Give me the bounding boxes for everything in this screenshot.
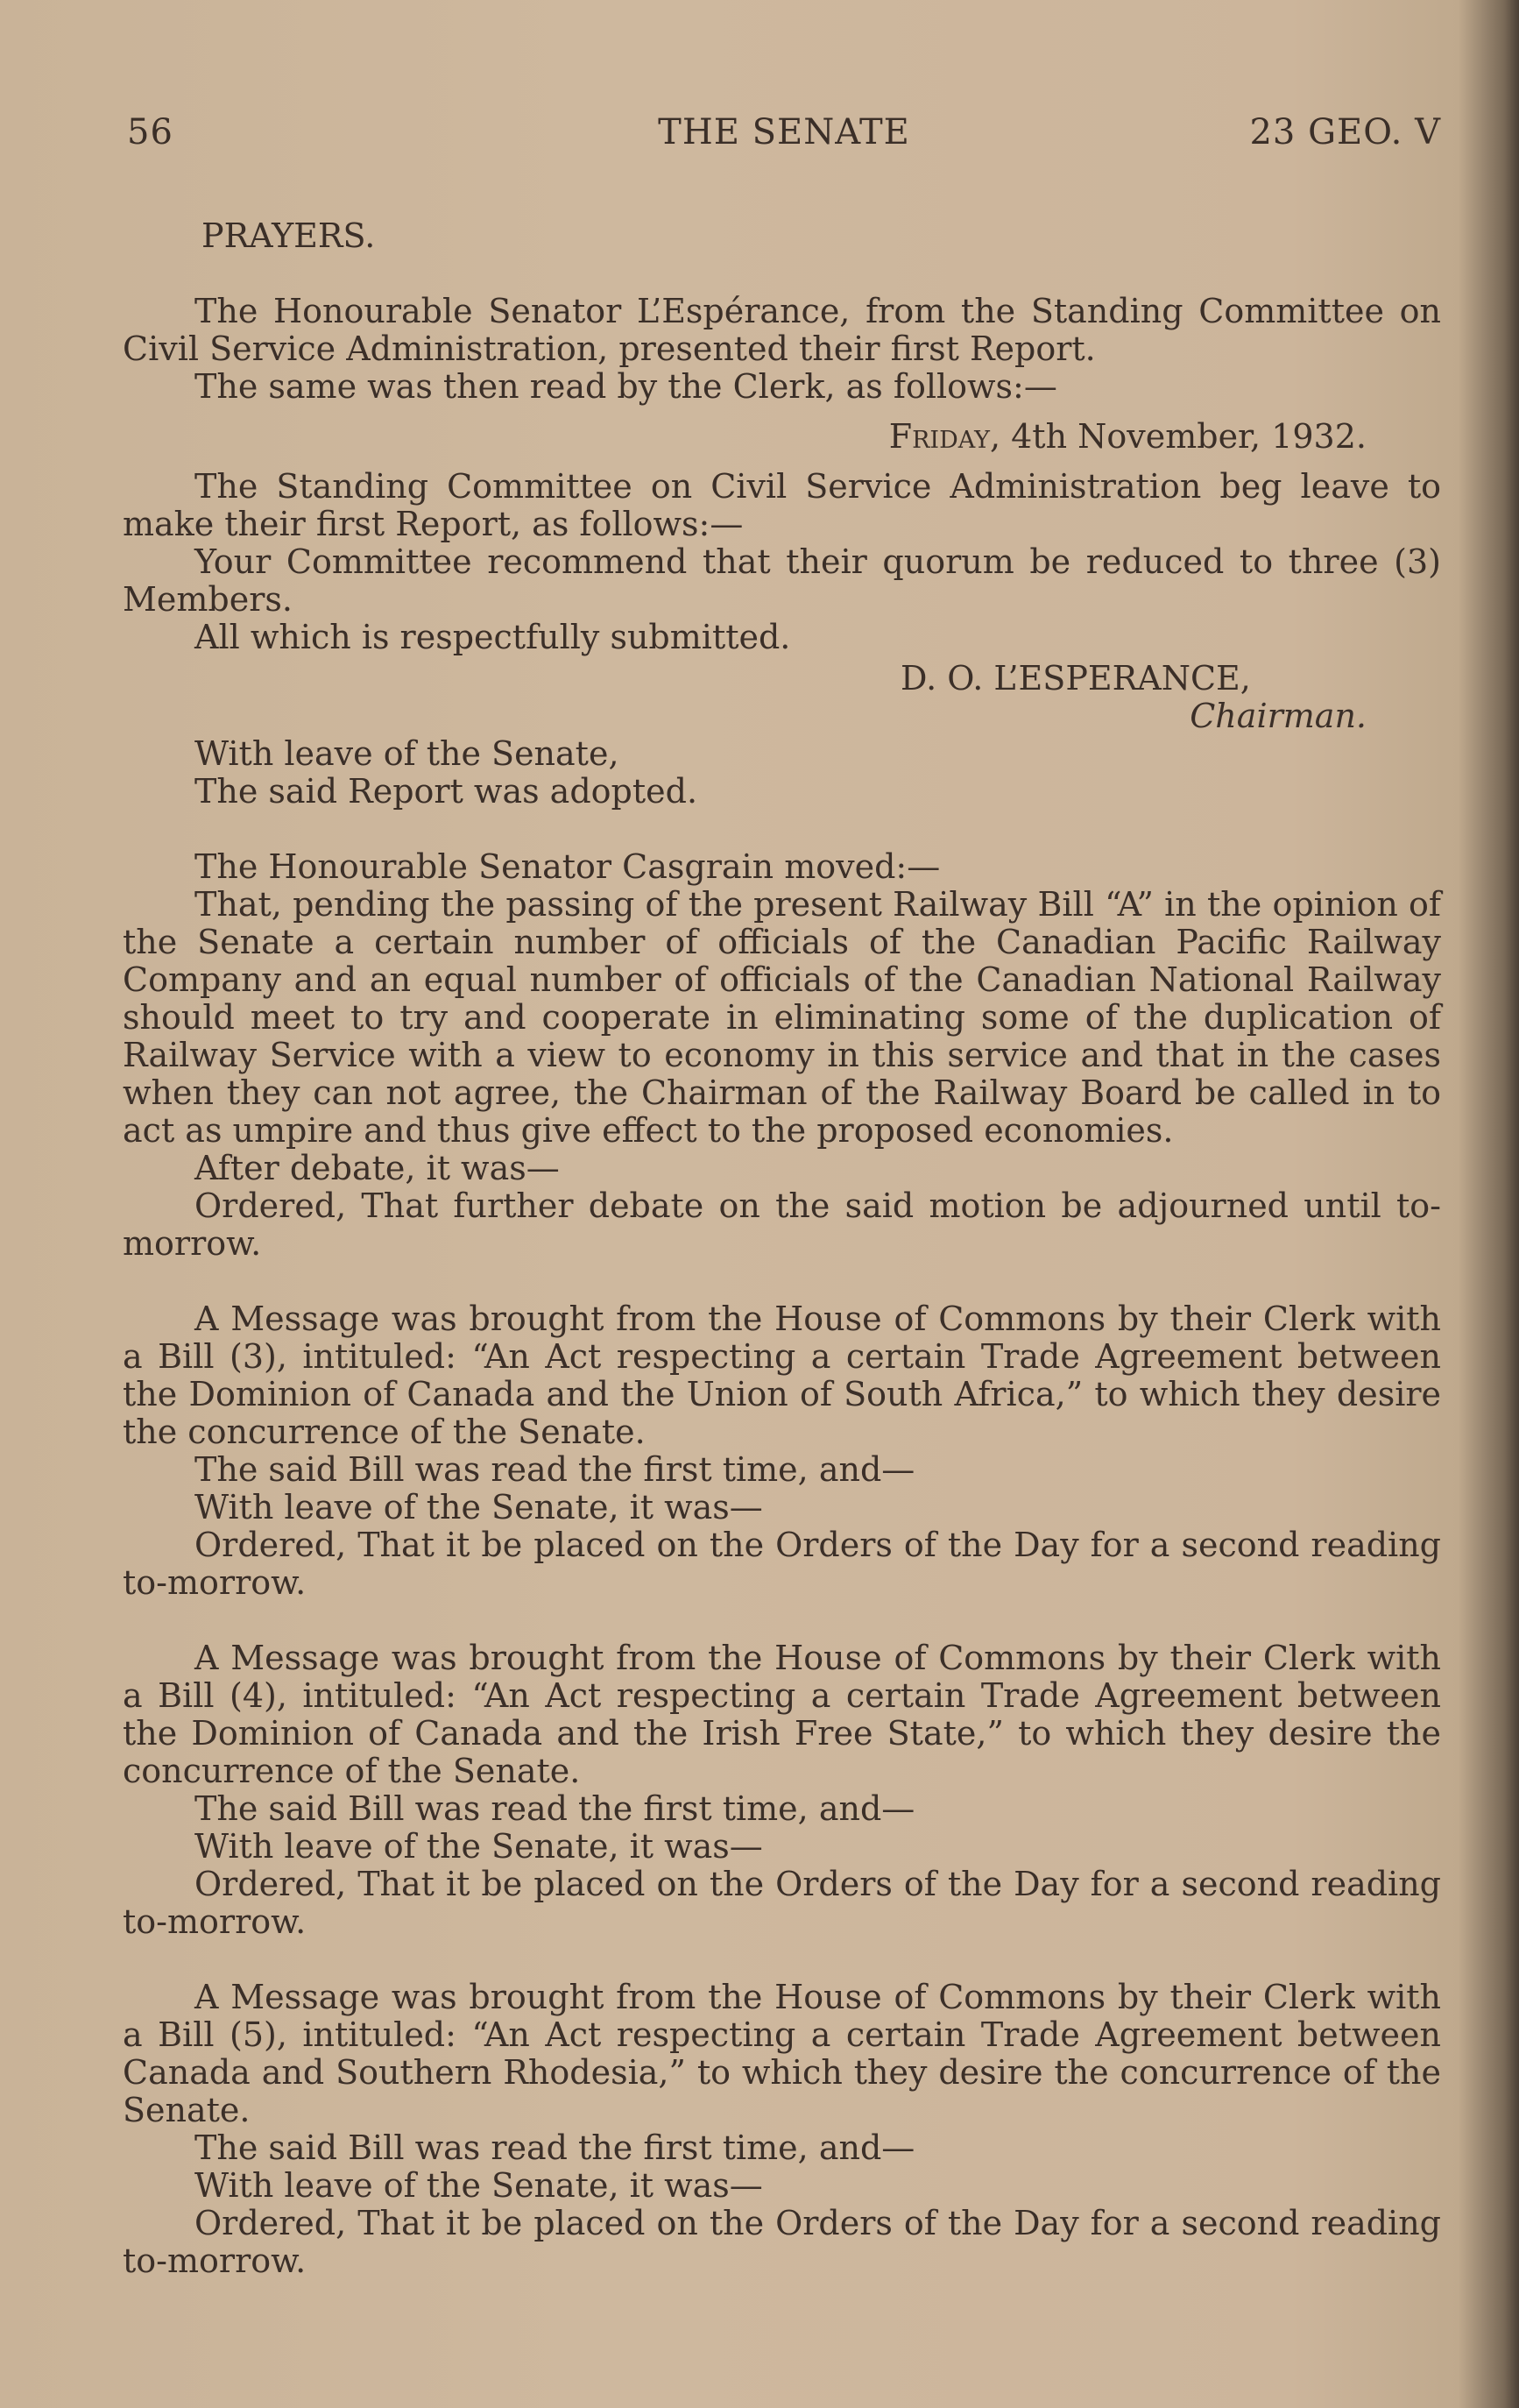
message-read: The said Bill was read the first time, and—	[194, 1789, 915, 1828]
report-date	[123, 418, 1441, 456]
message-read: The said Bill was read the first time, and—	[194, 1450, 915, 1489]
message-text: A Message was brought from the House of Commons by their Clerk with a Bill (5), intituled: “An Act respecting a certain Trade Agreement between Canada and Southern Rhodesia,” to which they desire the concurrence of the Senate.	[123, 1978, 1441, 2129]
motion-moved: The Honourable Senator Casgrain moved:—	[194, 847, 941, 886]
message-leave: With leave of the Senate, it was—	[194, 1488, 763, 1526]
motion-text: That, pending the passing of the present Railway Bill “A” in the opinion of the Senate a certain number of officials of the Canadian Pacific Railway Company and an equal number of officials of the Canadian National Railway should meet to try and cooperate in eliminating some of the duplication of Railway Service with a view to economy in this service and that in the cases when they can not agree, the Chairman of the Railway Board be called in to act as umpire and thus give effect to the proposed economies.	[123, 885, 1441, 1150]
report-intro: The Honourable Senator L’Espérance, from the Standing Committee on Civil Service Administration, presented their first Report.	[123, 292, 1441, 368]
message-leave: With leave of the Senate, it was—	[194, 2166, 763, 2205]
message-read: The said Bill was read the first time, and—	[194, 2128, 915, 2167]
volume-label: 23 GEO. V	[1249, 112, 1441, 152]
message-text: A Message was brought from the House of Commons by their Clerk with a Bill (3), intituled: “An Act respecting a certain Trade Agreement between the Dominion of Canada and the Union of South Africa,” to which they desire the concurrence of the Senate.	[123, 1300, 1441, 1451]
page-title: THE SENATE	[658, 112, 910, 152]
message-ordered: Ordered, That it be placed on the Orders of the Day for a second reading to-morrow.	[123, 1526, 1441, 1602]
page-body	[123, 217, 1441, 2280]
report-body-1: The Standing Committee on Civil Service Administration beg leave to make their first Report, as follows:—	[123, 467, 1441, 543]
report-signature: D. O. L’ESPERANCE,	[901, 659, 1251, 698]
report-adopted: The said Report was adopted.	[194, 772, 698, 811]
message-ordered: Ordered, That it be placed on the Orders of the Day for a second reading to-morrow.	[123, 1865, 1441, 1941]
message-text: A Message was brought from the House of Commons by their Clerk with a Bill (4), intituled: “An Act respecting a certain Trade Agreement between the Dominion of Canada and the Irish Free State,” to which they desire the concurrence of the Senate.	[123, 1639, 1441, 1790]
message-ordered: Ordered, That it be placed on the Orders of the Day for a second reading to-morrow.	[123, 2204, 1441, 2280]
report-body-2: Your Committee recommend that their quorum be reduced to three (3) Members.	[123, 542, 1441, 619]
report-signature-role: Chairman.	[1190, 697, 1367, 735]
report-leave: With leave of the Senate,	[194, 734, 619, 773]
motion-after-debate: After debate, it was—	[194, 1149, 560, 1187]
page-number: 56	[127, 112, 173, 152]
report-date-rest: , 4th November, 1932.	[989, 417, 1367, 456]
report-read: The same was then read by the Clerk, as follows:—	[194, 367, 1057, 406]
motion-ordered: Ordered, That further debate on the said motion be adjourned until to-morrow.	[123, 1186, 1441, 1263]
report-date-day: Friday	[888, 417, 990, 456]
report-body-3: All which is respectfully submitted.	[194, 618, 791, 656]
prayers-heading: PRAYERS.	[201, 216, 376, 255]
message-leave: With leave of the Senate, it was—	[194, 1827, 763, 1866]
page-header	[127, 112, 1441, 158]
